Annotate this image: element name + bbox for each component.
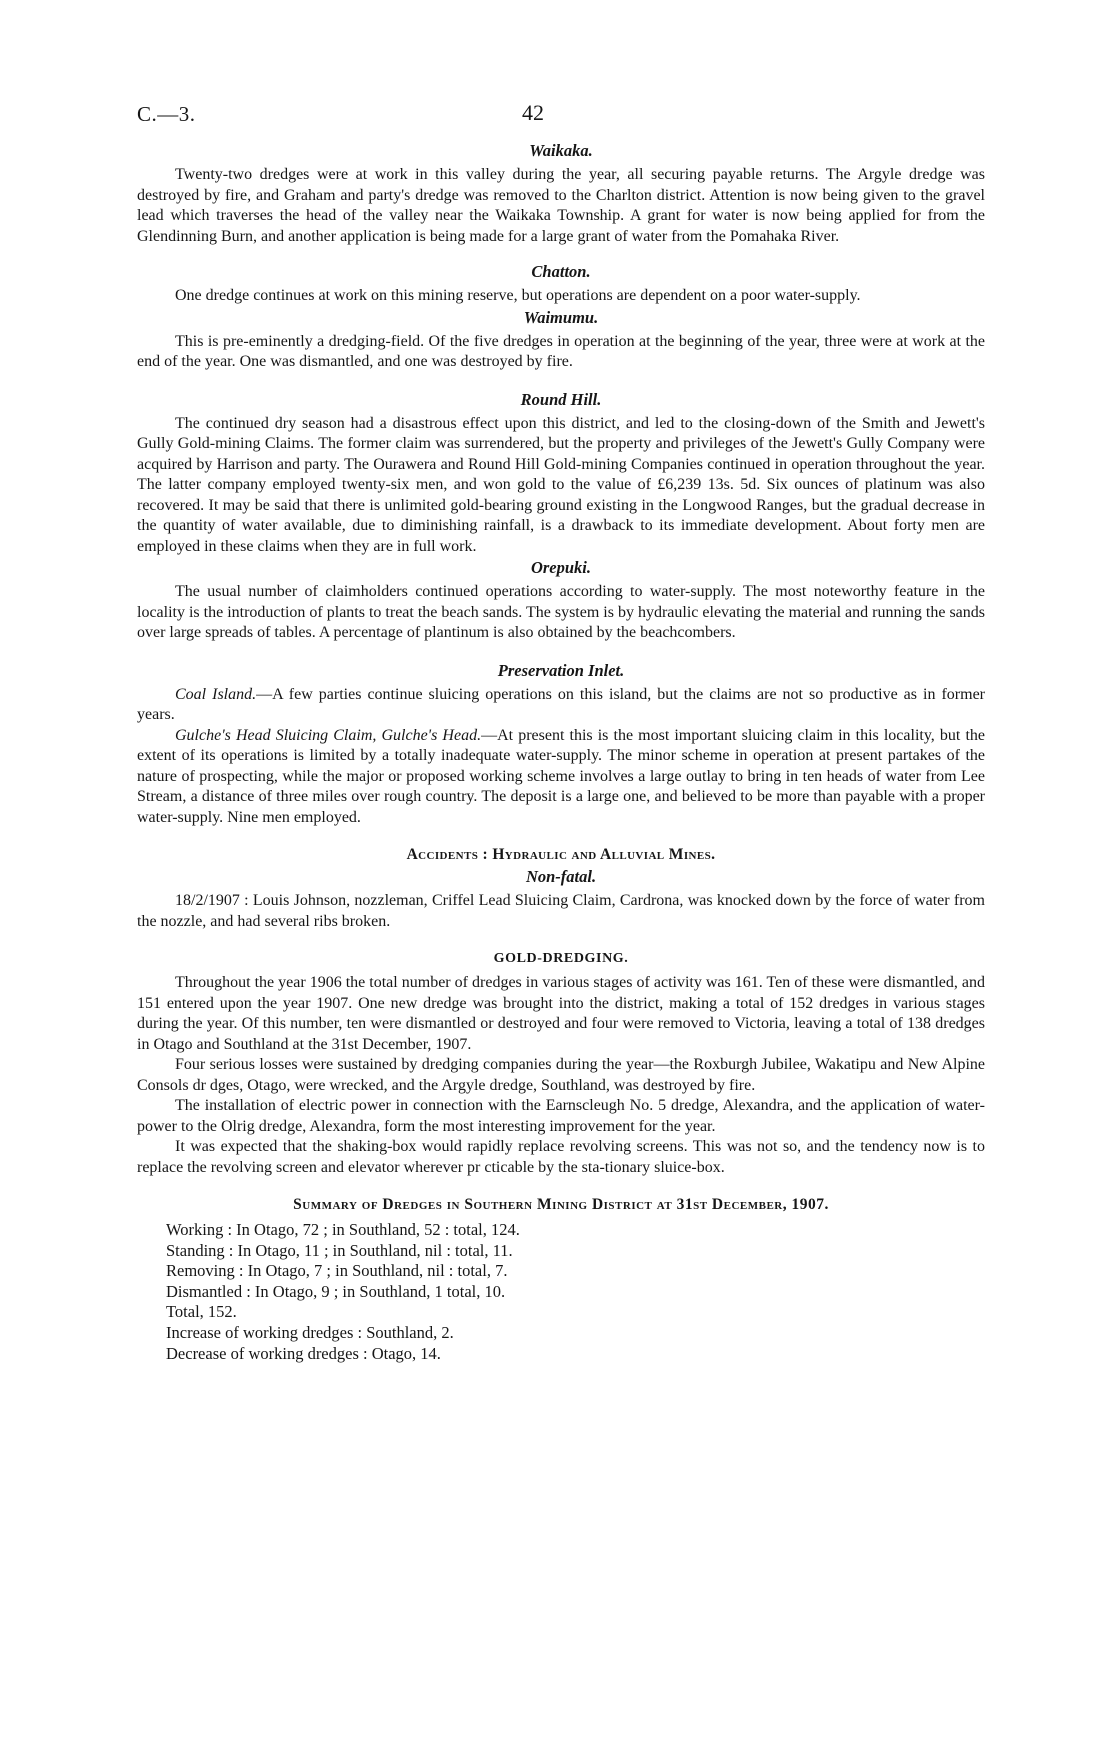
para-round-hill: The continued dry season had a disastrous effect upon this district, and led to the closing-down of the Smith and Jewett's Gully Gold-mining Claims. The former claim was surrendered, but the property and privileges of the Jewett's Gully Company were acquired by Harrison and party. The Ourawera and Round Hill Gold-mining Companies continued in operation throughout the year. The latter company employed twenty-six men, and won gold to the value of £6,239 13s. 5d. Six ounces of platinum was also recovered. It may be said that there is unlimited gold-bearing ground existing in the Longwood Ranges, but the gradual decrease in the quantity of water available, due to diminishing rainfall, is a drawback to its immediate development. About forty men are employed in these claims when they are in full work. [137, 414, 985, 555]
heading-chatton: Chatton. [531, 262, 591, 281]
subheading-non-fatal: Non-fatal. [525, 867, 597, 886]
summary-line: Dismantled : In Otago, 9 ; in Southland, 1 total, 10. [166, 1281, 506, 1301]
summary-line: Decrease of working dredges : Otago, 14. [166, 1343, 441, 1363]
heading-round-hill: Round Hill. [520, 389, 602, 409]
heading-waimumu: Waimumu. [523, 307, 599, 327]
summary-line: Standing : In Otago, 11 ; in Southland, nil : total, 11. [166, 1240, 513, 1260]
page-number: 42 [522, 100, 544, 125]
heading-orepuki: Orepuki. [530, 558, 592, 577]
gulche-head-text: —At present this is the most important sluicing claim in this locality, but the extent of its operations is limited by a totally inadequate water-supply. The minor scheme in operation at present partakes of the nature of prospecting, while the major or proposed working scheme involves a large outlay to bring in ten heads of water from Lee Stream, a distance of three miles over rough country. The deposit is a large one, and believed to be more than payable with a proper water-supply. Nine men employed. [137, 726, 985, 826]
heading-accidents: Accidents : Hydraulic and Alluvial Mines. [406, 846, 716, 863]
para-gold-dredging-4: It was expected that the shaking-box would rapidly replace revolving screens. This was not so, and the tendency now is to replace the revolving screen and elevator wherever pr cticable by the sta-tionary sluice-box. [137, 1138, 985, 1176]
para-gulche-head [137, 726, 985, 829]
para-coal-island [137, 685, 985, 726]
summary-line: Removing : In Otago, 7 ; in Southland, nil : total, 7. [166, 1261, 508, 1281]
summary-line: Working : In Otago, 72 ; in Southland, 52 : total, 124. [166, 1220, 520, 1239]
para-waimumu: This is pre-eminently a dredging-field. Of the five dredges in operation at the beginning of the year, three were at work at the end of the year. One was dismantled, and one was destroyed by fire. [137, 332, 985, 370]
heading-waikaka: Waikaka. [529, 141, 593, 160]
para-gold-dredging-3: The installation of electric power in connection with the Earnscleugh No. 5 dredge, Alexandra, and the application of water-power to the Olrig dredge, Alexandra, form the most interesting improvement for the year. [137, 1097, 985, 1135]
para-waikaka: Twenty-two dredges were at work in this valley during the year, all securing payable returns. The Argyle dredge was destroyed by fire, and Graham and party's dredge was removed to the Charlton district. Attention is now being given to the gravel lead which traverses the head of the valley near the Waikaka Township. A grant for water is now being applied for from the Glendinning Burn, and another application is being made for a large grant of water from the Pomahaka River. [137, 166, 985, 245]
heading-summary: Summary of Dredges in Southern Mining District at 31st December, 1907. [293, 1196, 829, 1213]
para-chatton: One dredge continues at work on this mining reserve, but operations are dependent on a poor water-supply. [175, 287, 861, 304]
gulche-head-lead: Gulche's Head Sluicing Claim, Gulche's Head. [175, 726, 482, 744]
para-accident: 18/2/1907 : Louis Johnson, nozzleman, Criffel Lead Sluicing Claim, Cardrona, was knocked down by the force of water from the nozzle, and had several ribs broken. [137, 892, 985, 930]
para-gold-dredging-1: Throughout the year 1906 the total number of dredges in various stages of activity was 161. Ten of these were dismantled, and 151 entered upon the year 1907. One new dredge was brought into the district, making a total of 152 dredges in various stages during the year. Of this number, ten were dismantled or destroyed and four were removed to Victoria, leaving a total of 138 dredges in Otago and Southland at the 31st December, 1907. [137, 974, 985, 1053]
heading-gold-dredging: GOLD-DREDGING. [493, 951, 629, 966]
report-code: C.—3. [137, 102, 196, 126]
summary-line: Total, 152. [166, 1302, 237, 1322]
para-orepuki: The usual number of claimholders continued operations according to water-supply. The most noteworthy feature in the locality is the introduction of plants to treat the beach sands. The system is by hydraulic elevating the material and running the sands over large spreads of tables. A percentage of plantinum is also obtained by the beachcombers. [137, 583, 985, 641]
coal-island-text: —A few parties continue sluicing operations on this island, but the claims are not so productive as in former years. [137, 685, 985, 723]
summary-list [166, 1220, 866, 1364]
para-gold-dredging-2: Four serious losses were sustained by dredging companies during the year—the Roxburgh Jubilee, Wakatipu and New Alpine Consols dr dges, Otago, were wrecked, and the Argyle dredge, Southland, was destroyed by fire. [137, 1056, 985, 1094]
summary-line: Increase of working dredges : Southland, 2. [166, 1322, 454, 1342]
main-column [137, 140, 985, 1216]
coal-island-lead: Coal Island. [175, 685, 257, 703]
heading-preservation-inlet: Preservation Inlet. [497, 660, 625, 680]
